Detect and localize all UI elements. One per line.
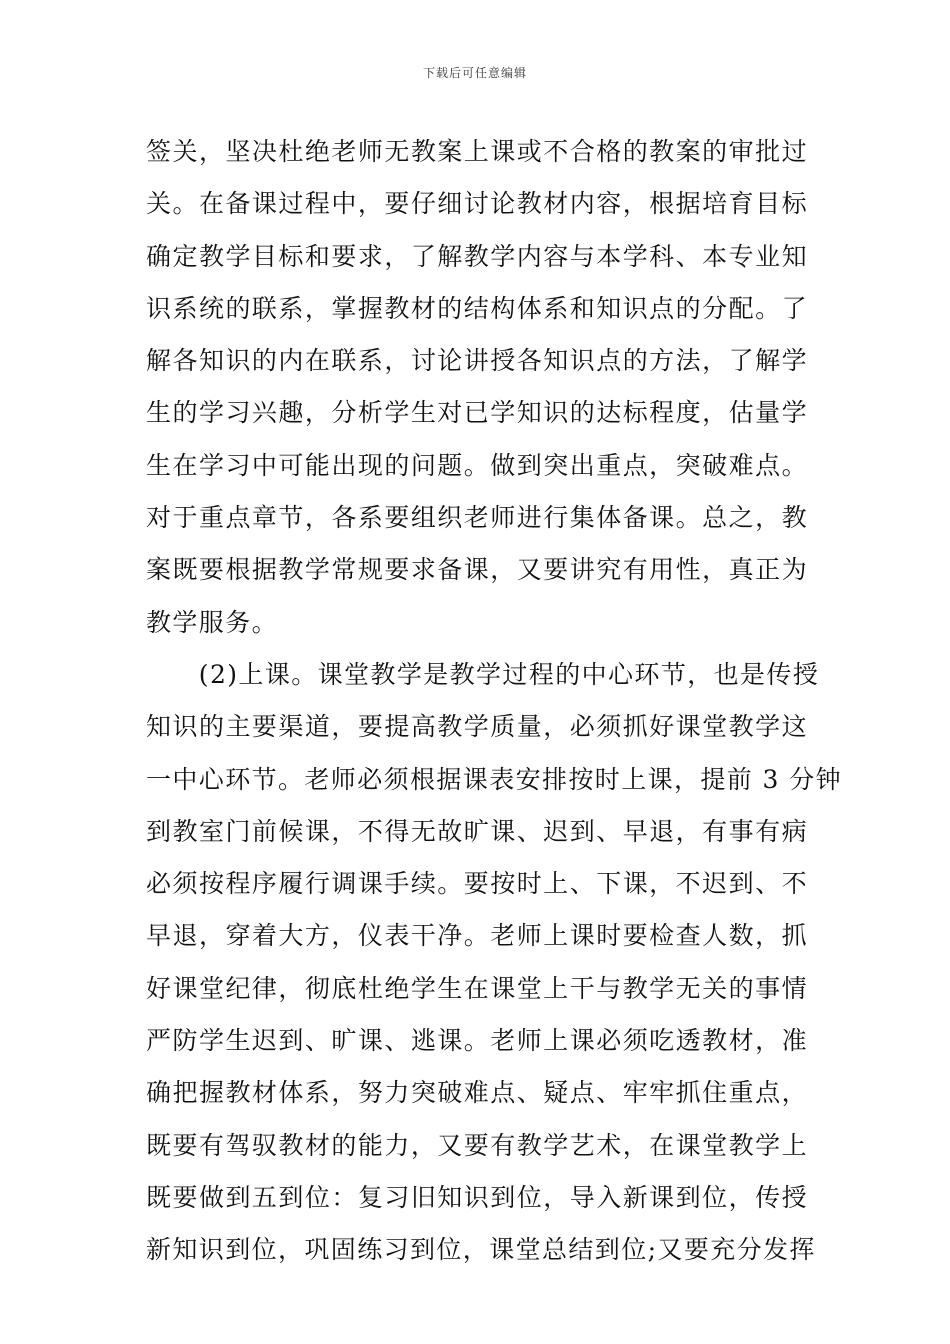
- text-line: 既要有驾驭教材的能力，又要有教学艺术，在课堂教学上: [146, 1130, 808, 1160]
- paragraph-start-line: (2)上课。课堂教学是教学过程的中心环节，也是传授: [146, 659, 820, 689]
- text-line: 一中心环节。老师必须根据课表安排按时上课，提前 3 分钟: [146, 764, 843, 794]
- document-body: [146, 126, 843, 1277]
- text-line: 教学服务。: [146, 607, 279, 637]
- text-line: 既要做到五到位：复习旧知识到位，导入新课到位，传授: [146, 1182, 808, 1212]
- text-line: 到教室门前候课，不得无故旷课、迟到、早退，有事有病: [146, 816, 808, 846]
- text-line: 识系统的联系，掌握教材的结构体系和知识点的分配。了: [146, 293, 808, 323]
- text-line: 好课堂纪律，彻底杜绝学生在课堂上干与教学无关的事情: [146, 973, 808, 1003]
- text-line: 早退，穿着大方，仪表干净。老师上课时要检查人数，抓: [146, 921, 808, 951]
- page-header: 下载后可任意编辑: [422, 66, 527, 80]
- text-line: 解各知识的内在联系，讨论讲授各知识点的方法，了解学: [146, 346, 808, 376]
- text-line: 签关，坚决杜绝老师无教案上课或不合格的教案的审批过: [146, 137, 808, 166]
- text-line: 确定教学目标和要求，了解教学内容与本学科、本专业知: [146, 241, 808, 271]
- text-line: 必须按程序履行调课手续。要按时上、下课，不迟到、不: [146, 869, 808, 899]
- text-line: 严防学生迟到、旷课、逃课。老师上课必须吃透教材，准: [146, 1026, 808, 1056]
- text-line: 生在学习中可能出现的问题。做到突出重点，突破难点。: [146, 450, 808, 480]
- text-line: 关。在备课过程中，要仔细讨论教材内容，根据培育目标: [146, 189, 808, 219]
- text-line: 新知识到位，巩固练习到位，课堂总结到位;又要充分发挥: [146, 1235, 816, 1265]
- text-line: 对于重点章节，各系要组织老师进行集体备课。总之，教: [146, 503, 808, 533]
- text-line: 生的学习兴趣，分析学生对已学知识的达标程度，估量学: [146, 398, 808, 428]
- text-line: 知识的主要渠道，要提高教学质量，必须抓好课堂教学这: [146, 712, 808, 742]
- text-line: 确把握教材体系，努力突破难点、疑点、牢牢抓住重点，: [146, 1078, 808, 1108]
- text-line: 案既要根据教学常规要求备课，又要讲究有用性，真正为: [146, 555, 808, 585]
